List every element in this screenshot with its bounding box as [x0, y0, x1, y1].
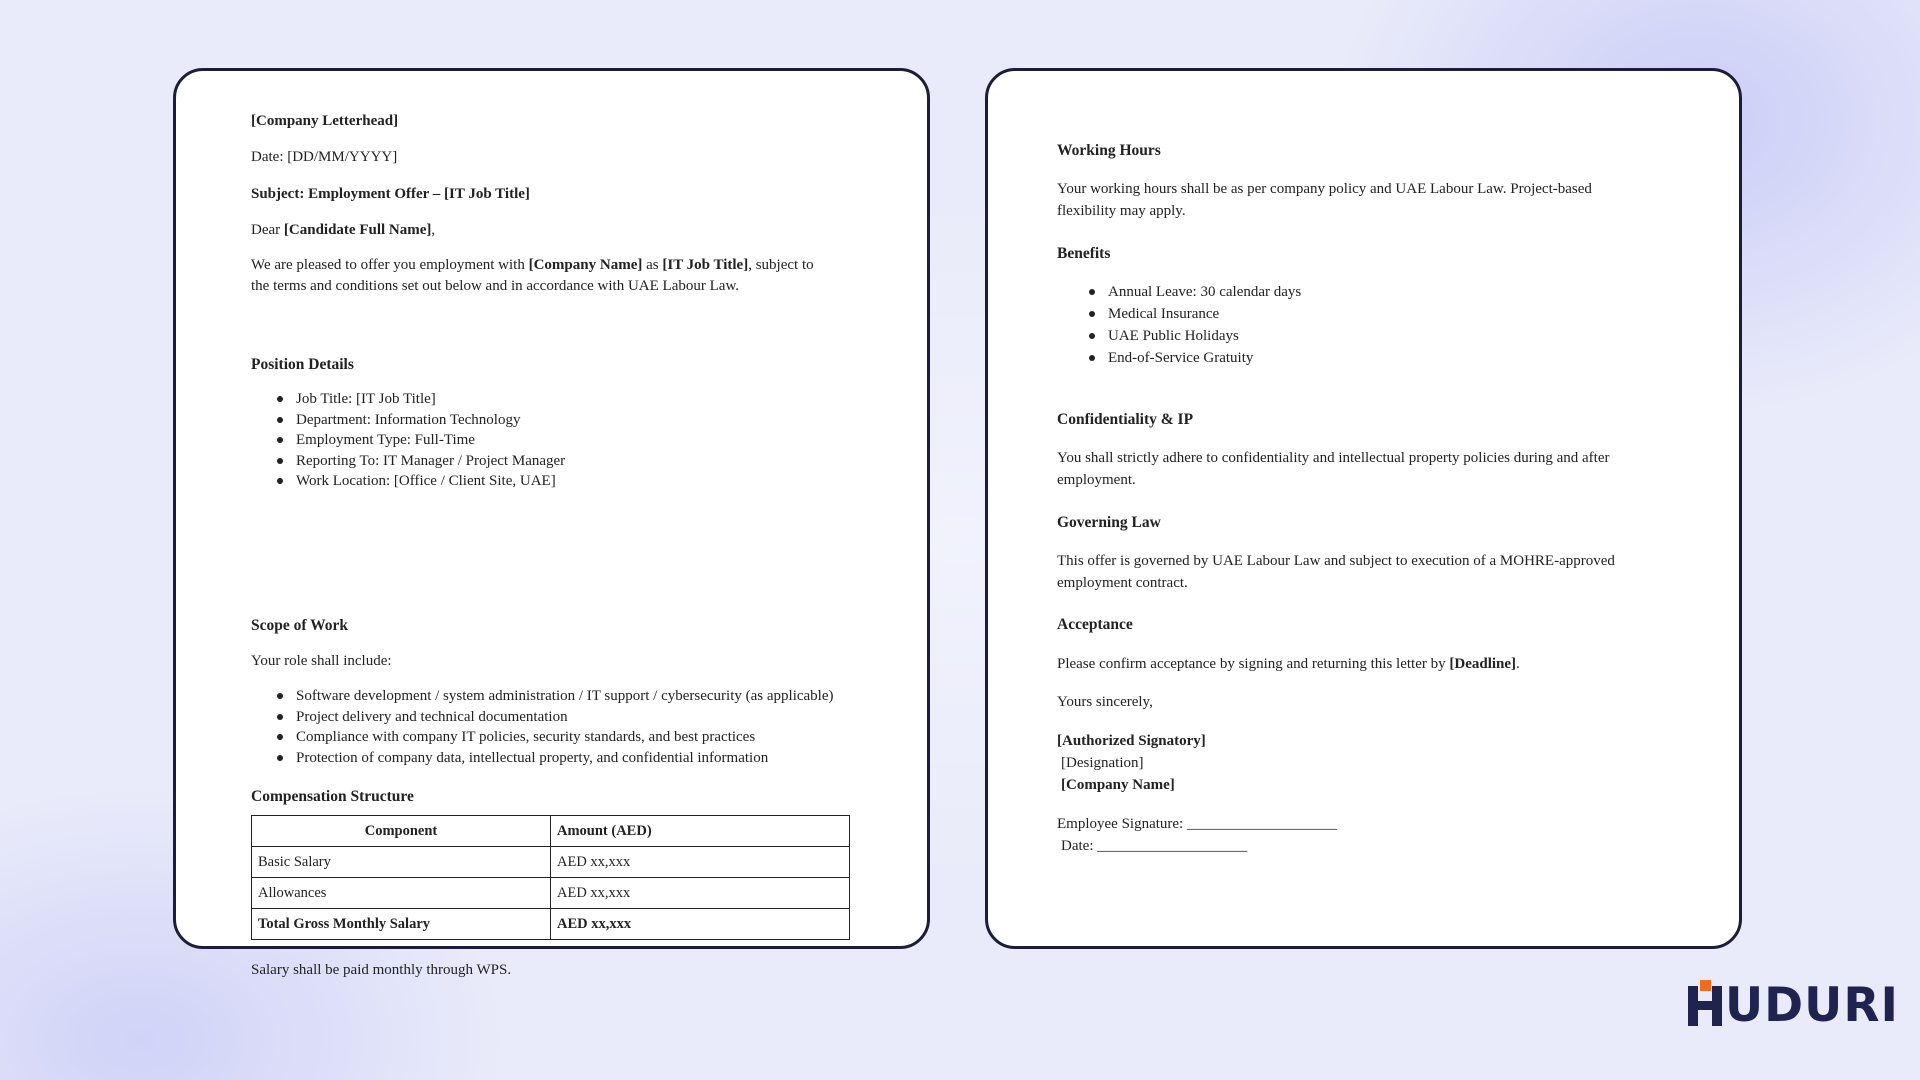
working-hours-line-2: flexibility may apply.	[1057, 203, 1186, 219]
greeting	[251, 220, 435, 241]
table-row	[252, 847, 850, 878]
table-cell: AED xx,xxx	[551, 878, 850, 909]
table-cell: Basic Salary	[252, 847, 551, 878]
intro-text: as	[642, 257, 663, 273]
list-item: Employment Type: Full-Time	[251, 430, 565, 451]
list-item: Compliance with company IT policies, security standards, and best practices	[251, 727, 834, 748]
benefits-heading: Benefits	[1057, 245, 1111, 262]
acceptance-deadline: [Deadline]	[1449, 656, 1517, 672]
employee-signature-line: Employee Signature: ____________________	[1057, 816, 1337, 832]
subject-line: Subject: Employment Offer – [IT Job Title]	[251, 186, 530, 202]
authorized-signatory: [Authorized Signatory]	[1057, 733, 1206, 749]
list-item: Project delivery and technical documentation	[251, 707, 834, 728]
table-cell: Total Gross Monthly Salary	[252, 909, 551, 940]
list-item: UAE Public Holidays	[1063, 325, 1301, 347]
list-item: Annual Leave: 30 calendar days	[1063, 281, 1301, 303]
logo-accent-square	[1700, 980, 1711, 991]
table-row	[252, 878, 850, 909]
huduri-logo	[1688, 978, 1900, 1033]
logo-wordmark: UDURI	[1725, 978, 1900, 1033]
position-details-heading: Position Details	[251, 356, 354, 373]
intro-paragraph-line-1	[251, 255, 814, 276]
intro-text: , subject to	[748, 257, 814, 273]
list-item: Work Location: [Office / Client Site, UAE]	[251, 471, 565, 492]
confidentiality-line-1: You shall strictly adhere to confidentiality and intellectual property policies during and after	[1057, 450, 1610, 466]
greeting-prefix: Dear	[251, 222, 284, 238]
table-cell: Allowances	[252, 878, 551, 909]
acceptance-heading: Acceptance	[1057, 616, 1133, 633]
offer-letter-page-1	[173, 68, 930, 978]
compensation-table	[251, 815, 850, 940]
benefits-list	[1063, 281, 1301, 369]
column-header-amount: Amount (AED)	[551, 816, 850, 847]
signature-date-line: Date: ____________________	[1061, 838, 1248, 854]
company-letterhead: [Company Letterhead]	[251, 113, 399, 129]
company-name: [Company Name]	[1061, 777, 1175, 793]
table-cell: AED xx,xxx	[551, 909, 850, 940]
date-line: Date: [DD/MM/YYYY]	[251, 149, 398, 165]
governing-law-heading: Governing Law	[1057, 514, 1161, 531]
intro-job-title: [IT Job Title]	[662, 257, 749, 273]
offer-letter-page-2	[985, 68, 1742, 949]
greeting-suffix: ,	[431, 222, 436, 238]
closing-line: Yours sincerely,	[1057, 694, 1153, 710]
column-header-component: Component	[252, 816, 551, 847]
candidate-name: [Candidate Full Name]	[283, 222, 432, 238]
position-details-list	[251, 389, 565, 492]
intro-text: We are pleased to offer you employment with	[251, 257, 529, 273]
scope-of-work-heading: Scope of Work	[251, 617, 349, 634]
scope-intro: Your role shall include:	[251, 653, 392, 669]
salary-note: Salary shall be paid monthly through WPS.	[251, 962, 512, 978]
table-cell: AED xx,xxx	[551, 847, 850, 878]
list-item: End-of-Service Gratuity	[1063, 347, 1301, 369]
table-row-total	[252, 909, 850, 940]
acceptance-text	[1057, 654, 1520, 675]
scope-of-work-list	[251, 686, 834, 768]
list-item: Department: Information Technology	[251, 410, 565, 431]
list-item: Medical Insurance	[1063, 303, 1301, 325]
confidentiality-heading: Confidentiality & IP	[1057, 411, 1194, 428]
logo-h-mark	[1688, 986, 1722, 1026]
list-item: Reporting To: IT Manager / Project Manager	[251, 451, 565, 472]
governing-law-line-2: employment contract.	[1057, 575, 1188, 591]
acceptance-text-part: .	[1516, 656, 1520, 672]
working-hours-heading: Working Hours	[1057, 142, 1161, 159]
intro-company-name: [Company Name]	[528, 257, 643, 273]
list-item: Software development / system administration / IT support / cybersecurity (as applicable)	[251, 686, 834, 707]
intro-paragraph-line-2: the terms and conditions set out below and in accordance with UAE Labour Law.	[251, 278, 740, 294]
designation: [Designation]	[1061, 755, 1144, 771]
governing-law-line-1: This offer is governed by UAE Labour Law and subject to execution of a MOHRE-approved	[1057, 553, 1615, 569]
acceptance-text-part: Please confirm acceptance by signing and returning this letter by	[1057, 656, 1450, 672]
compensation-heading: Compensation Structure	[251, 788, 414, 805]
list-item: Protection of company data, intellectual property, and confidential information	[251, 748, 834, 769]
list-item: Job Title: [IT Job Title]	[251, 389, 565, 410]
confidentiality-line-2: employment.	[1057, 472, 1136, 488]
table-header-row	[252, 816, 850, 847]
working-hours-line-1: Your working hours shall be as per company policy and UAE Labour Law. Project-based	[1057, 181, 1592, 197]
